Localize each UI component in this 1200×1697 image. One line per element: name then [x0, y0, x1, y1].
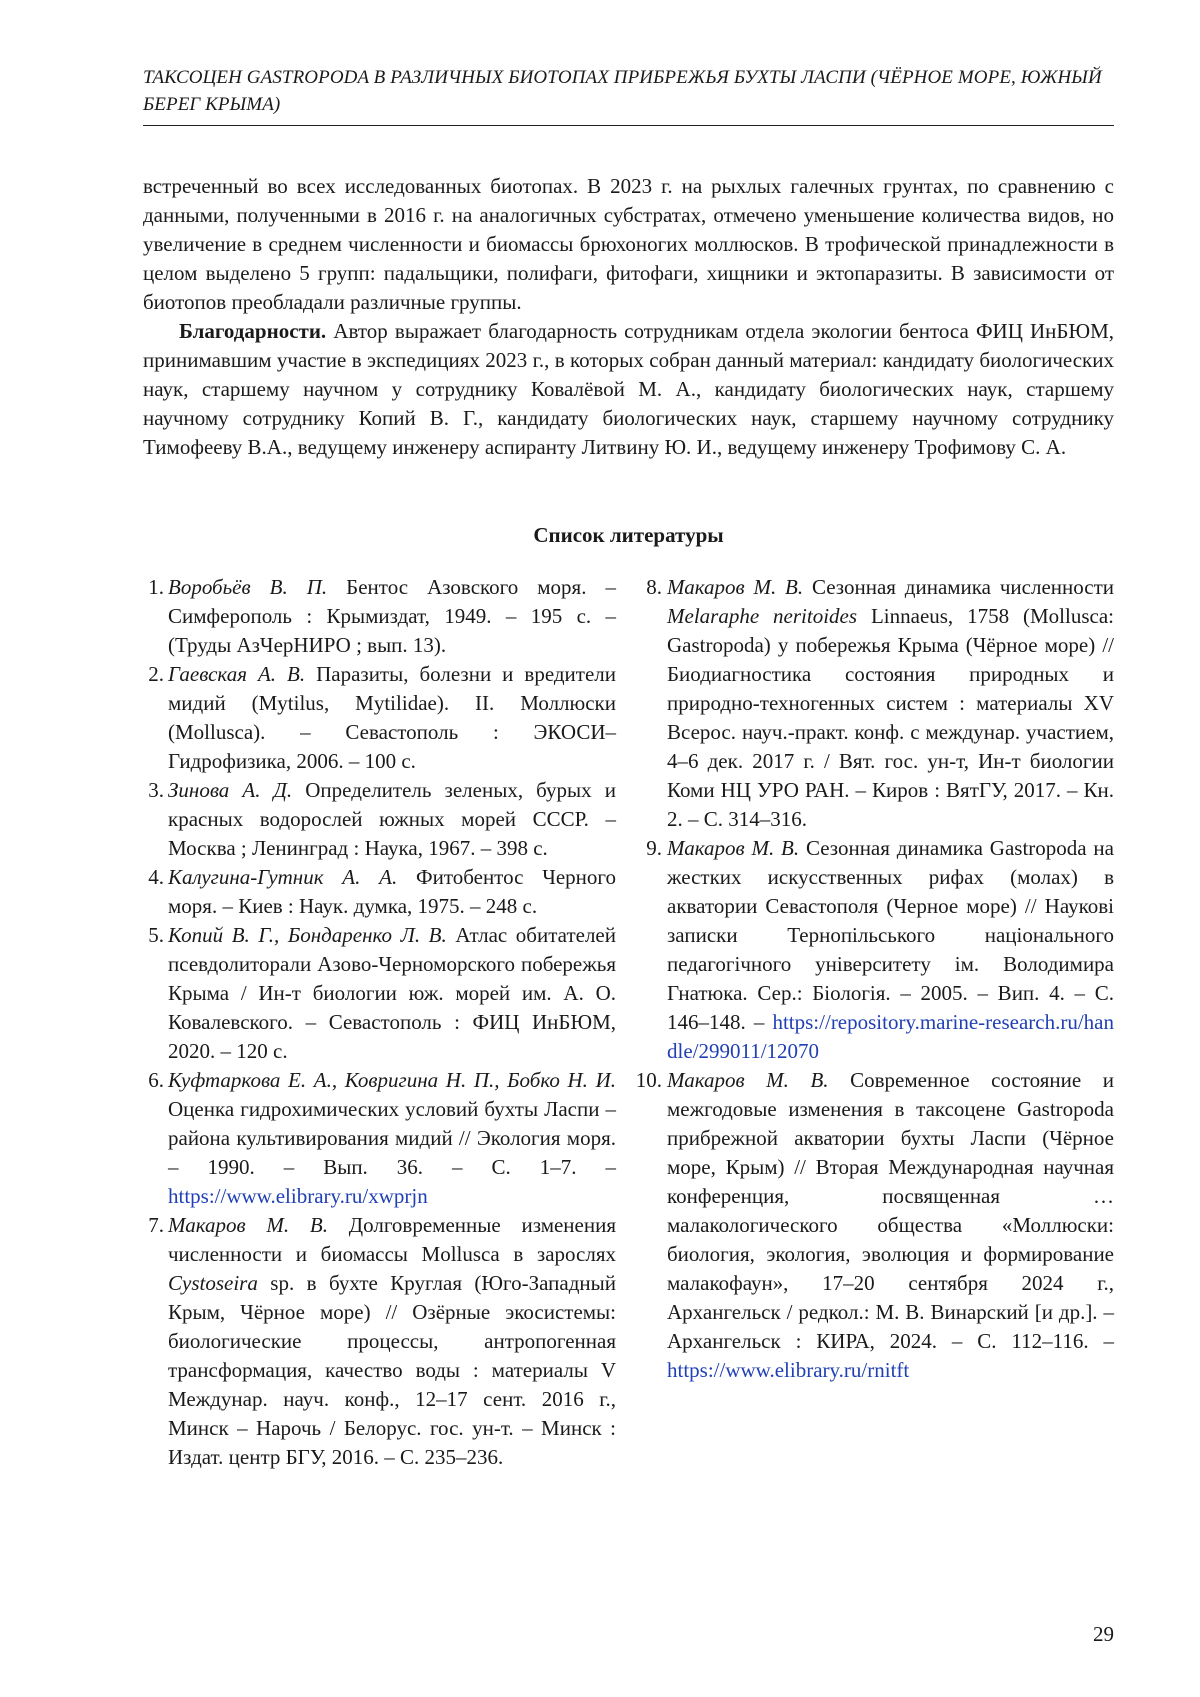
reference-number: 8.	[646, 575, 662, 599]
acknowledgments-label: Благодарности.	[179, 319, 327, 343]
reference-number: 6.	[148, 1068, 164, 1092]
reference-authors: Калугина-Гутник А. А.	[168, 865, 398, 889]
reference-text-continued: Linnaeus, 1758 (Mollusca: Gastropoda) у побережья Крыма (Чёрное море) // Биодиагностика состояния природных и природно-техногенных систем : материалы XV Всерос. науч.-практ. конф. с междунар. участием, 4–6 дек. 2017 г. / Вят. гос. ун-т, Ин-т биологии Коми НЦ УРО РАН. – Киров : ВятГУ, 2017. – Кн. 2. – С. 314–316.	[667, 604, 1114, 831]
reference-text: Современное состояние и межгодовые изменения в таксоцене Gastropoda прибрежной акватории бухты Ласпи (Чёрное море, Крым) // Вторая Международная научная конференция, посвященная … малакологического общества «Моллюски: биология, экология, эволюция и формирование малакофаун», 17–20 сентября 2024 г., Архангельск / редкол.: М. В. Винарский [и др.]. – Архангельск : КИРА, 2024. – С. 112–116. –	[667, 1068, 1114, 1353]
reference-number: 3.	[148, 778, 164, 802]
reference-taxon: Melaraphe neritoides	[667, 604, 858, 628]
running-head: ТАКСОЦЕН GASTROPODA В РАЗЛИЧНЫХ БИОТОПАХ ПРИБРЕЖЬЯ БУХТЫ ЛАСПИ (ЧЁРНОЕ МОРЕ, ЮЖНЫЙ БЕРЕГ КРЫМА)	[143, 67, 1102, 115]
paragraph-acknowledgments	[143, 317, 1114, 462]
reference-authors: Макаров М. В.	[667, 575, 804, 599]
references-column-left	[132, 573, 616, 1472]
body-text	[143, 172, 1114, 462]
reference-text: Бентос Азовского моря. – Симферополь : Крымиздат, 1949. – 195 с. – (Труды АзЧерНИРО ; вып. 13).	[168, 575, 616, 657]
reference-item	[132, 573, 616, 660]
references-title: Список литературы	[533, 523, 724, 547]
reference-text: Оценка гидрохимических условий бухты Ласпи – района культивирования мидий // Экология моря. – 1990. – Вып. 36. – С. 1–7. –	[168, 1097, 616, 1179]
reference-item	[624, 1066, 1114, 1385]
reference-authors: Макаров М. В.	[667, 836, 800, 860]
reference-text: Фитобентос Черного моря. – Киев : Наук. думка, 1975. – 248 с.	[168, 865, 616, 918]
reference-text: Долговременные изменения численности и биомассы Mollusca в зарослях	[168, 1213, 616, 1266]
reference-authors: Куфтаркова Е. А., Ковригина Н. П., Бобко Н. И.	[168, 1068, 616, 1092]
reference-taxon: Cystoseira	[168, 1271, 258, 1295]
header-rule	[143, 125, 1114, 126]
reference-number: 2.	[148, 662, 164, 686]
reference-item	[624, 834, 1114, 1066]
reference-link[interactable]: https://repository.marine-research.ru/handle/299011/12070	[667, 1010, 1114, 1063]
reference-text-continued: sp. в бухте Круглая (Юго-Западный Крым, Чёрное море) // Озёрные экосистемы: биологические процессы, антропогенная трансформация, качество воды : материалы V Междунар. науч. конф., 12–17 сент. 2016 г., Минск – Нарочь / Белорус. гос. ун-т. – Минск : Издат. центр БГУ, 2016. – С. 235–236.	[168, 1271, 616, 1469]
reference-link[interactable]: https://www.elibrary.ru/xwprjn	[168, 1184, 428, 1208]
reference-item	[132, 776, 616, 863]
reference-number: 9.	[646, 836, 662, 860]
references-column-right	[624, 573, 1114, 1385]
reference-text: Определитель зеленых, бурых и красных водорослей южных морей СССР. – Москва ; Ленинград : Наука, 1967. – 398 с.	[168, 778, 616, 860]
acknowledgments-text: Автор выражает благодарность сотрудникам отдела экологии бентоса ФИЦ ИнБЮМ, принимавшим участие в экспедициях 2023 г., в которых собран данный материал: кандидату биологических наук, старшему научном у сотруднику Ковалёвой М. А., кандидату биологических наук, старшему научному сотруднику Копий В. Г., кандидату биологических наук, старшему научному сотруднику Тимофееву В.А., ведущему инженеру аспиранту Литвину Ю. И., ведущему инженеру Трофимову С. А.	[143, 319, 1114, 459]
reference-text: Атлас обитателей псевдолиторали Азово-Черноморского побережья Крыма / Ин-т биологии юж. морей им. А. О. Ковалевского. – Севастополь : ФИЦ ИнБЮМ, 2020. – 120 с.	[168, 923, 616, 1063]
reference-authors: Макаров М. В.	[168, 1213, 329, 1237]
reference-text: Сезонная динамика численности	[803, 575, 1114, 599]
reference-authors: Копий В. Г., Бондаренко Л. В.	[168, 923, 447, 947]
reference-item	[132, 921, 616, 1066]
reference-item	[132, 1066, 616, 1211]
reference-item	[624, 573, 1114, 834]
reference-number: 1.	[148, 575, 164, 599]
reference-number: 10.	[635, 1068, 662, 1092]
reference-number: 4.	[148, 865, 164, 889]
reference-authors: Воробьёв В. П.	[168, 575, 328, 599]
page-number: 29	[1093, 1622, 1114, 1646]
reference-authors: Макаров М. В.	[667, 1068, 829, 1092]
reference-link[interactable]: https://www.elibrary.ru/rnitft	[667, 1358, 910, 1382]
reference-number: 7.	[148, 1213, 164, 1237]
reference-item	[132, 863, 616, 921]
paragraph-results: встреченный во всех исследованных биотопах. В 2023 г. на рыхлых галечных грунтах, по сравнению с данными, полученными в 2016 г. на аналогичных субстратах, отмечено уменьшение количества видов, но увеличение в среднем численности и биомассы брюхоногих моллюсков. В трофической принадлежности в целом выделено 5 групп: падальщики, полифаги, фитофаги, хищники и эктопаразиты. В зависимости от биотопов преобладали различные группы.	[143, 174, 1114, 314]
reference-item	[132, 660, 616, 776]
reference-item	[132, 1211, 616, 1472]
reference-authors: Зинова А. Д.	[168, 778, 293, 802]
reference-number: 5.	[148, 923, 164, 947]
reference-authors: Гаевская А. В.	[168, 662, 306, 686]
reference-text: Сезонная динамика Gastropoda на жестких искусственных рифах (молах) в акватории Севастополя (Черное море) // Наукові записки Тернопільського національного педагогічного університету ім. Володимира Гнатюка. Сер.: Біологія. – 2005. – Вип. 4. – С. 146–148. –	[667, 836, 1114, 1034]
reference-text: Паразиты, болезни и вредители мидий (Mytilus, Mytilidae). II. Моллюски (Mollusca). – Севастополь : ЭКОСИ–Гидрофизика, 2006. – 100 с.	[168, 662, 617, 773]
